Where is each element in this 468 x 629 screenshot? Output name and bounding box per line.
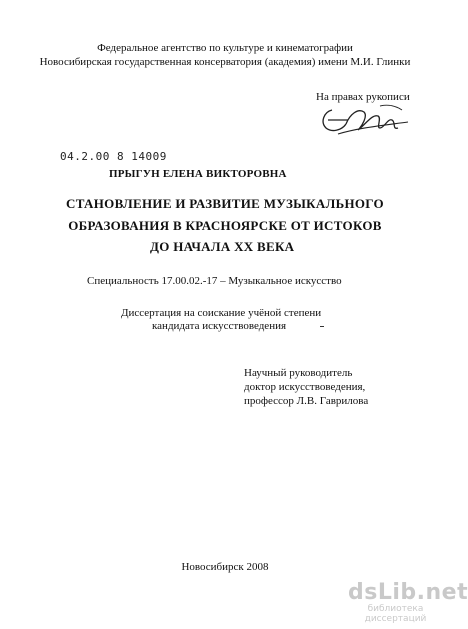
dissertation-line-1: Диссертация на соискание учёной степени bbox=[121, 307, 322, 319]
supervisor-role: Научный руководитель bbox=[244, 367, 353, 379]
stamp-number: 04.2.00 8 14009 bbox=[60, 150, 167, 163]
scan-mark bbox=[320, 326, 324, 327]
supervisor-degree: доктор искусствоведения, bbox=[244, 381, 366, 393]
supervisor-name: профессор Л.В. Гаврилова bbox=[244, 395, 369, 407]
title-line-3: ДО НАЧАЛА XX ВЕКА bbox=[150, 239, 295, 254]
watermark-logo-text: dsLib.net bbox=[348, 580, 468, 605]
dissertation-line-2: кандидата искусствоведения bbox=[152, 320, 287, 332]
rights-note: На правах рукописи bbox=[316, 91, 410, 103]
handwritten-signature bbox=[318, 100, 413, 142]
city-year: Новосибирск 2008 bbox=[181, 561, 269, 573]
title-line-2: ОБРАЗОВАНИЯ В КРАСНОЯРСКЕ ОТ ИСТОКОВ bbox=[68, 218, 382, 233]
title-line-1: СТАНОВЛЕНИЕ И РАЗВИТИЕ МУЗЫКАЛЬНОГО bbox=[66, 196, 384, 211]
author-name: ПРЫГУН ЕЛЕНА ВИКТОРОВНА bbox=[109, 168, 287, 180]
specialty-line: Специальность 17.00.02.-17 – Музыкальное искусство bbox=[87, 275, 342, 287]
watermark-subtitle: библиотека диссертаций bbox=[364, 604, 427, 624]
agency-line: Федеральное агентство по культуре и кинематографии bbox=[97, 42, 353, 54]
dslib-watermark-logo bbox=[348, 580, 468, 624]
conservatory-line: Новосибирская государственная консерватория (академия) имени М.И. Глинки bbox=[39, 56, 411, 68]
supervisor-block bbox=[244, 366, 368, 408]
